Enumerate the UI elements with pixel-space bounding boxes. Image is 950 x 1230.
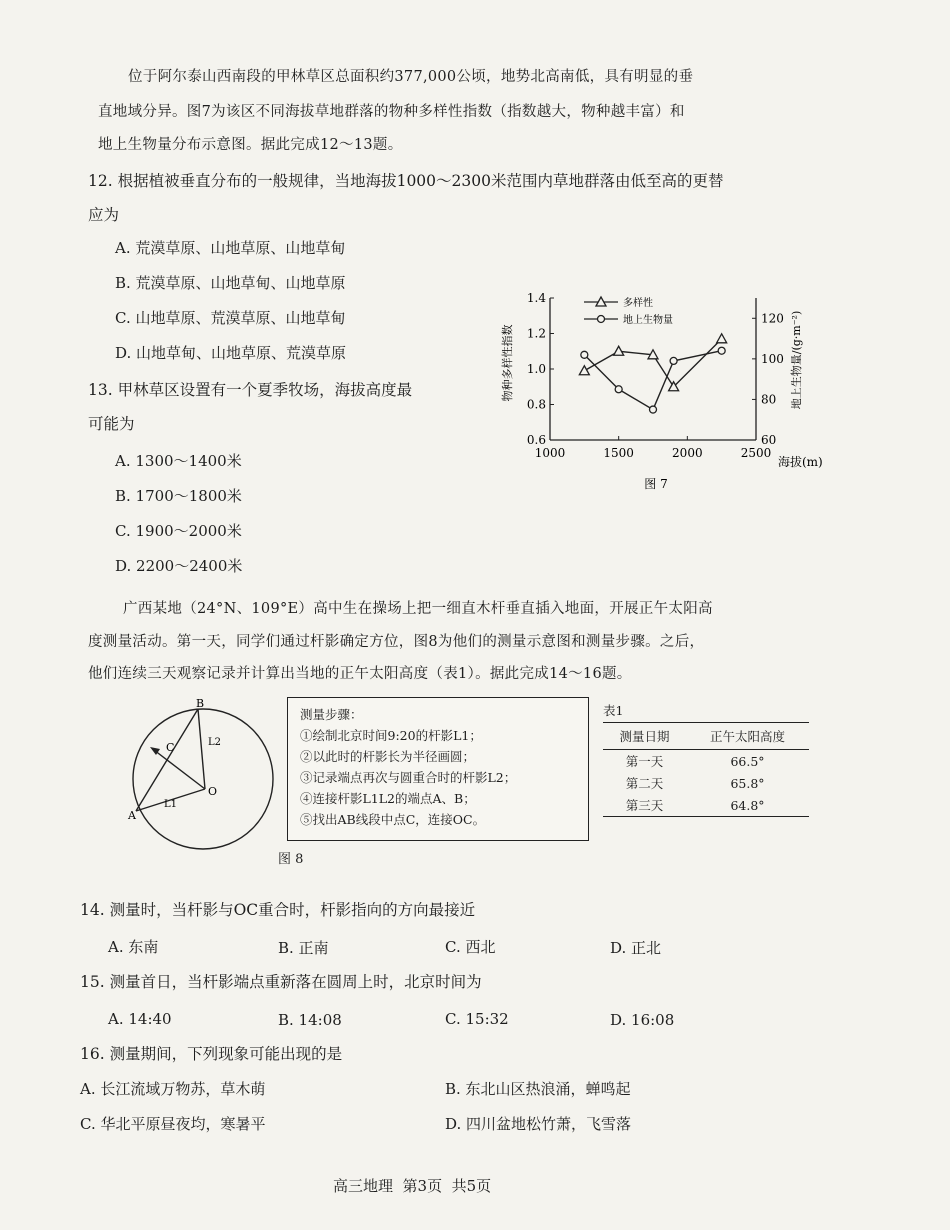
q16-option-a[interactable]: A. 长江流域万物苏，草木萌 [80,1080,266,1098]
legend-label: 多样性 [623,298,653,309]
y-left-tick-label: 1.0 [526,362,546,376]
table-row [603,794,809,817]
q14-option-b[interactable]: B. 正南 [278,939,329,957]
intro2-line-1: 广西某地（24°N、109°E）高中生在操场上把一细直木杆垂直插入地面，开展正午太阳高 [123,601,713,617]
biomass-point [718,347,725,354]
q15-option-d[interactable]: D. 16:08 [610,1011,675,1029]
table-cell: 第二天 [625,776,664,791]
q12-option-c[interactable]: C. 山地草原、荒漠草原、山地草甸 [115,309,346,327]
q12-option-d[interactable]: D. 山地草甸、山地草原、荒漠草原 [115,344,347,362]
biomass-point [581,351,588,358]
step-3: ③记录端点再次与圆重合时的杆影L2； [300,770,517,785]
point-o-label: O [208,785,218,798]
figure-8-caption: 图 8 [278,852,304,867]
q14-option-c[interactable]: C. 西北 [445,938,496,956]
q16-option-d[interactable]: D. 四川盆地松竹萧，飞雪落 [445,1115,632,1133]
table-row [603,750,809,773]
l1-label: L1 [164,799,178,810]
q13-stem-line-2: 可能为 [88,415,135,433]
series-line-diversity [584,339,721,387]
table-cell: 第三天 [603,794,686,817]
q12-option-b[interactable]: B. 荒漠草原、山地草甸、山地草原 [115,274,346,292]
y-axis-label-left: 物种多样性指数 [501,324,514,402]
step-2: ②以此时的杆影长为半径画圆； [300,749,476,764]
table-1-title: 表1 [603,703,624,718]
biomass-point [615,386,622,393]
legend-circle-marker [598,316,605,323]
q13-option-d[interactable]: D. 2200～2400米 [115,557,243,575]
q12-stem-line-2: 应为 [88,206,120,224]
figure-7-chart [488,280,848,495]
table-cell: 65.8° [730,775,765,791]
q13-stem-line-1: 13. 甲林草区设置有一个夏季牧场，海拔高度最 [88,381,413,399]
legend-label: 地上生物量 [623,315,673,326]
y-left-tick-label: 0.8 [526,397,546,412]
table-header-date: 测量日期 [603,723,686,750]
intro1-line-2: 直地域分异。图7为该区不同海拔草地群落的物种多样性指数（指数越大，物种越丰富）和 [98,104,685,120]
table-header-altitude: 正午太阳高度 [686,723,809,750]
y-right-tick-label: 80 [761,392,777,407]
l2-label: L2 [208,737,222,748]
step-1: ①绘制北京时间9:20的杆影L1； [300,728,482,743]
y-left-tick-label: 1.4 [526,291,546,305]
q13-option-b[interactable]: B. 1700～1800米 [115,487,242,505]
step-5: ⑤找出AB线段中点C，连接OC。 [300,812,486,827]
q13-option-c[interactable]: C. 1900～2000米 [115,522,242,540]
shadow-circle [133,709,273,849]
step-4: ④连接杆影L1L2的端点A、B； [300,791,476,806]
diversity-point [614,346,624,355]
point-a-label: A [128,809,136,822]
q12-stem-line-1: 12. 根据植被垂直分布的一般规律，当地海拔1000～2300米范围内草地群落由低至高的更替 [88,172,724,190]
x-tick-label: 2500 [740,446,772,460]
point-b-label: B [196,697,205,710]
q15-option-c[interactable]: C. 15:32 [445,1010,509,1028]
diversity-point [579,366,589,375]
y-left-tick-label: 0.6 [526,433,546,447]
measurement-steps-box [287,697,589,841]
table-cell: 第一天 [625,754,664,769]
q16-option-b[interactable]: B. 东北山区热浪涌，蝉鸣起 [445,1080,631,1098]
shadow-l2 [198,709,205,789]
y-right-tick-label: 100 [761,351,784,366]
q15-option-a[interactable]: A. 14:40 [108,1010,172,1028]
point-c-label: C [166,741,175,754]
table-1 [603,700,809,817]
q16-stem: 16. 测量期间，下列现象可能出现的是 [80,1045,343,1063]
x-axis-label: 海拔(m) [778,455,823,469]
table-cell: 66.5° [730,753,765,769]
intro1-line-3: 地上生物量分布示意图。据此完成12～13题。 [98,137,403,153]
q14-stem: 14. 测量时，当杆影与OC重合时，杆影指向的方向最接近 [80,901,476,919]
biomass-point [650,406,657,413]
figure-7-caption: 图 7 [644,477,668,491]
intro1-line-1: 位于阿尔泰山西南段的甲林草区总面积约377,000公顷，地势北高南低，具有明显的垂 [128,69,694,85]
steps-title: 测量步骤： [300,707,363,722]
x-tick-label: 2000 [672,446,703,460]
x-tick-label: 1500 [603,446,634,460]
figure-8-diagram [120,695,285,865]
q14-option-a[interactable]: A. 东南 [108,938,159,956]
chart-legend [584,296,673,326]
page-footer: 高三地理 第3页 共5页 [333,1177,492,1195]
intro2-line-3: 他们连续三天观察记录并计算出当地的正午太阳高度（表1）。据此完成14～16题。 [88,666,632,682]
biomass-point [670,357,677,364]
table-row [603,772,809,794]
x-tick-label: 1000 [534,446,566,460]
q12-option-a[interactable]: A. 荒漠草原、山地草原、山地草甸 [115,239,346,257]
q13-option-a[interactable]: A. 1300～1400米 [115,452,242,470]
q15-option-b[interactable]: B. 14:08 [278,1011,342,1029]
y-right-tick-label: 120 [761,311,784,326]
diversity-point [717,334,727,343]
table-cell: 64.8° [686,794,809,817]
q15-stem: 15. 测量首日，当杆影端点重新落在圆周上时，北京时间为 [80,973,482,991]
y-left-tick-label: 1.2 [526,326,546,341]
q16-option-c[interactable]: C. 华北平原昼夜均，寒暑平 [80,1115,266,1133]
y-right-tick-label: 60 [761,433,777,447]
y-axis-label-right: 地上生物量/(g·m⁻²) [790,310,803,410]
q14-option-d[interactable]: D. 正北 [610,939,662,957]
intro2-line-2: 度测量活动。第一天，同学们通过杆影确定方位，图8为他们的测量示意图和测量步骤。之后， [88,634,705,650]
chart-series [579,334,726,413]
